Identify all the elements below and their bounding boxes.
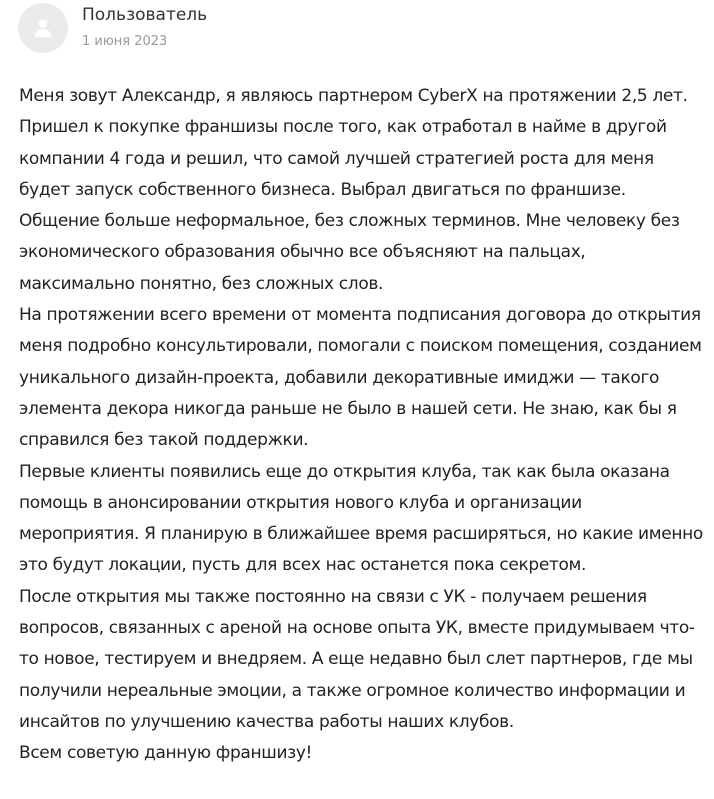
review-paragraph: Пришел к покупке франшизы после того, как отработал в найме в другой компании 4 года и решил, что самой лучшей стратегией роста для меня будет запуск собственного бизнеса. Выбрал двигаться по франшизе. bbox=[19, 117, 667, 200]
author-name[interactable]: Пользователь bbox=[82, 5, 208, 25]
review-date: 1 июня 2023 bbox=[82, 34, 168, 49]
review-header bbox=[18, 2, 207, 54]
review-paragraph: Общение больше неформальное, без сложных терминов. Мне человеку без экономического образования обычно все объясняют на пальцах, максимально понятно, без сложных слов. bbox=[19, 211, 680, 294]
review-paragraph: Меня зовут Александр, я являюсь партнером CyberX на протяжении 2,5 лет. bbox=[19, 86, 688, 106]
review-paragraph: На протяжении всего времени от момента подписания договора до открытия меня подробно консультировали, помогали с поиском помещения, созданием уникального дизайн-проекта, добавили декоративные имиджи — такого элемента декора никогда раньше не было в нашей сети. Не знаю, как бы я справился без такой поддержки. bbox=[19, 305, 702, 451]
user-icon bbox=[32, 17, 54, 39]
review-paragraph: Всем советую данную франшизу! bbox=[19, 743, 313, 764]
review-paragraph: Первые клиенты появились еще до открытия клуба, так как была оказана помощь в анонсировании открытия нового клуба и организации мероприятия. Я планирую в ближайшее время расширяться, но какие именно это будут локации, пусть для всех нас останется пока секретом. bbox=[19, 461, 703, 576]
review-meta bbox=[82, 2, 207, 50]
review-text bbox=[19, 81, 703, 770]
review-paragraph: После открытия мы также постоянно на связи с УК - получаем решения вопросов, связанных с ареной на основе опыта УК, вместе придумываем что-то новое, тестируем и внедряем. А еще недавно был слет партнеров, где мы получили нереальные эмоции, а также огромное количество информации и инсайтов по улучшению качества работы наших клубов. bbox=[19, 586, 695, 732]
avatar[interactable] bbox=[18, 3, 68, 53]
